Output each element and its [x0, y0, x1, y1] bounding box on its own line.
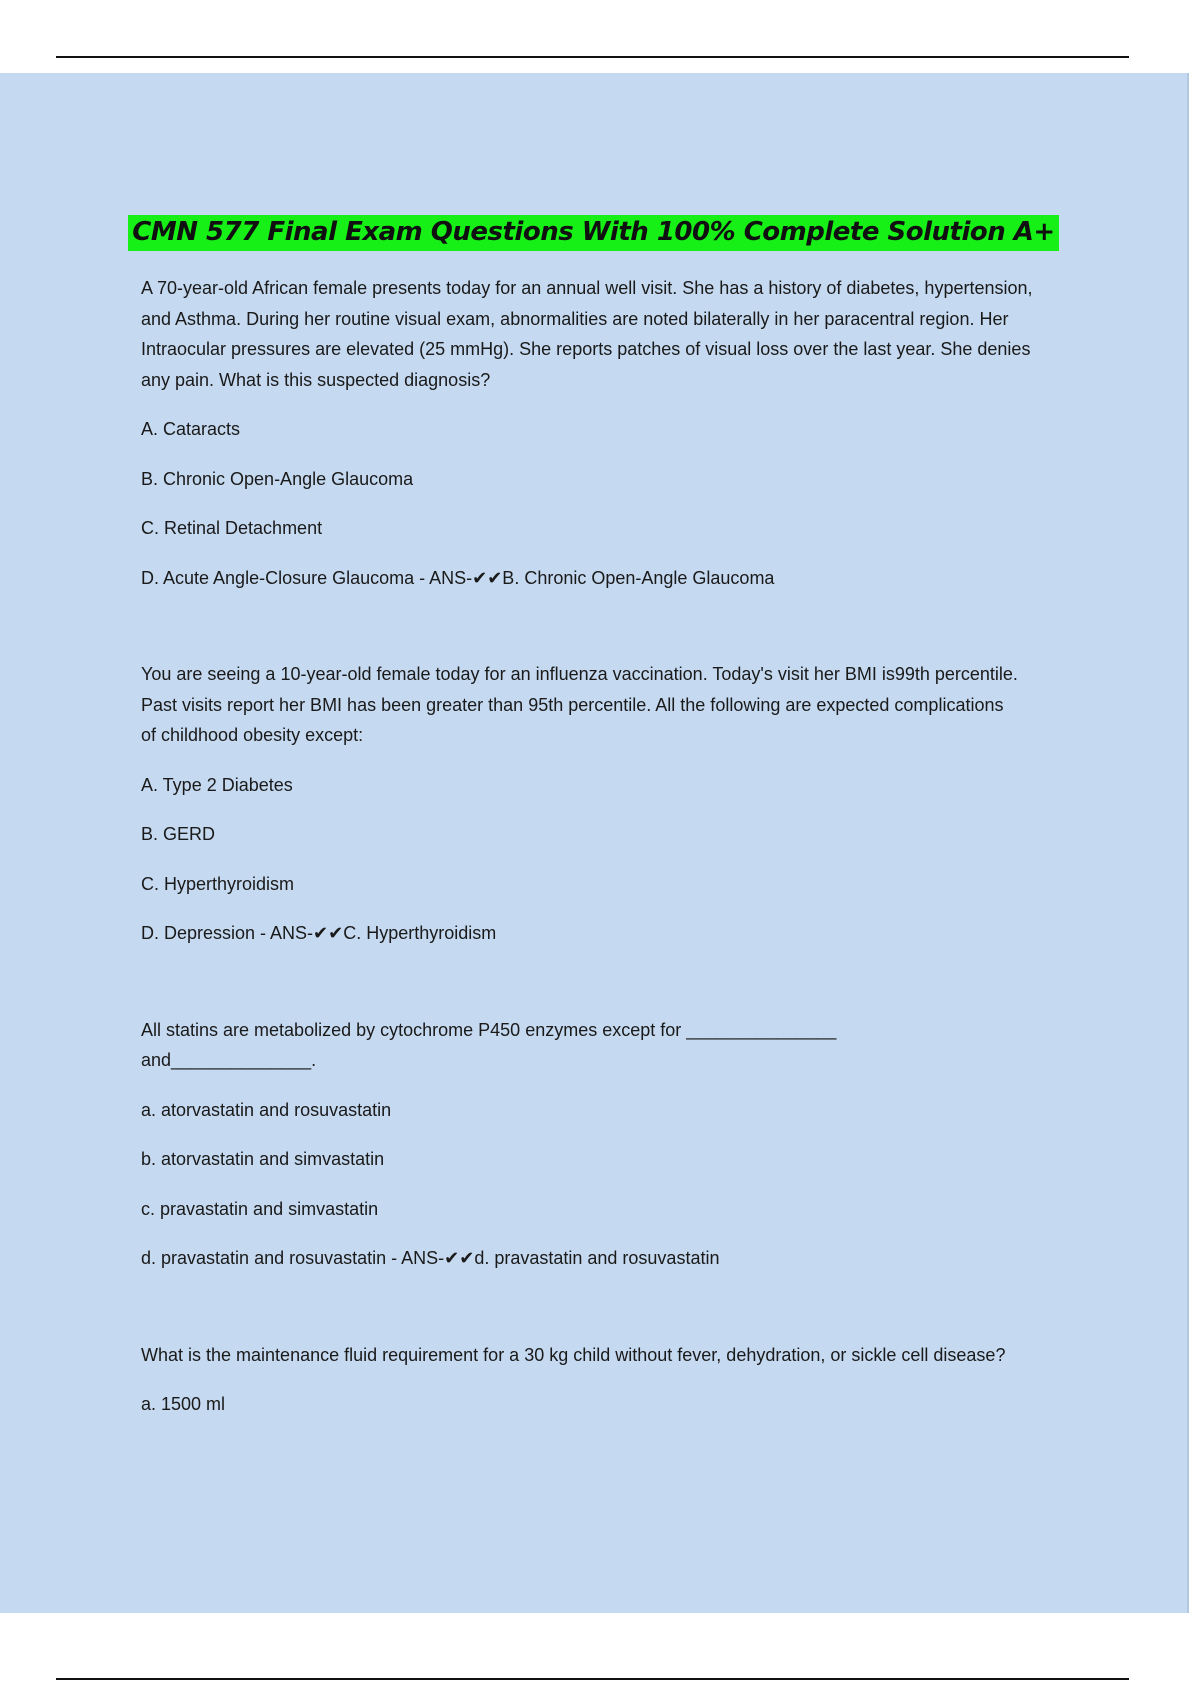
answer-option: A. Cataracts	[141, 419, 241, 439]
answer-option: c. pravastatin and simvastatin	[141, 1198, 379, 1219]
answer-option-with-key: D. Acute Angle-Closure Glaucoma - ANS-✔✔B. Chronic Open-Angle Glaucoma	[141, 567, 775, 588]
answer-option: a. atorvastatin and rosuvastatin	[141, 1099, 392, 1120]
footer-rule	[56, 1678, 1129, 1680]
question-1	[141, 273, 1051, 593]
answer-option: A. Type 2 Diabetes	[141, 774, 293, 795]
question-stem: You are seeing a 10-year-old female today for an influenza vaccination. Today's visit her BMI is99th percentile. Past visits report her BMI has been greater than 95th percentile. All the following are expected complications of childhood obesity except:	[141, 664, 1018, 745]
answer-option: B. Chronic Open-Angle Glaucoma	[141, 468, 414, 489]
document-page	[0, 73, 1189, 1613]
answer-option-with-key: D. Depression - ANS-✔✔C. Hyperthyroidism	[141, 923, 497, 943]
question-2	[141, 659, 1021, 949]
answer-option: a. 1500 ml	[141, 1394, 226, 1414]
answer-option: C. Hyperthyroidism	[141, 873, 295, 894]
question-3	[141, 1015, 901, 1274]
header-rule	[56, 56, 1129, 58]
question-list	[141, 273, 1061, 1420]
title-wrap	[0, 215, 1187, 251]
question-stem: A 70-year-old African female presents today for an annual well visit. She has a history of diabetes, hypertension, and Asthma. During her routine visual exam, abnormalities are noted bilaterally in her paracentral region. Her Intraocular pressures are elevated (25 mmHg). She reports patches of visual loss over the last year. She denies any pain. What is this suspected diagnosis?	[141, 278, 1033, 390]
question-stem: All statins are metabolized by cytochrome P450 enzymes except for _______________ and______________.	[141, 1019, 837, 1070]
answer-option-with-key: d. pravastatin and rosuvastatin - ANS-✔✔d. pravastatin and rosuvastatin	[141, 1248, 720, 1268]
question-stem: What is the maintenance fluid requirement for a 30 kg child without fever, dehydration, or sickle cell disease?	[141, 1344, 1006, 1365]
question-4	[141, 1340, 1041, 1420]
answer-option: C. Retinal Detachment	[141, 518, 323, 538]
document-title: CMN 577 Final Exam Questions With 100% Complete Solution A+	[128, 215, 1058, 251]
answer-option: b. atorvastatin and simvastatin	[141, 1149, 385, 1169]
answer-option: B. GERD	[141, 824, 216, 844]
